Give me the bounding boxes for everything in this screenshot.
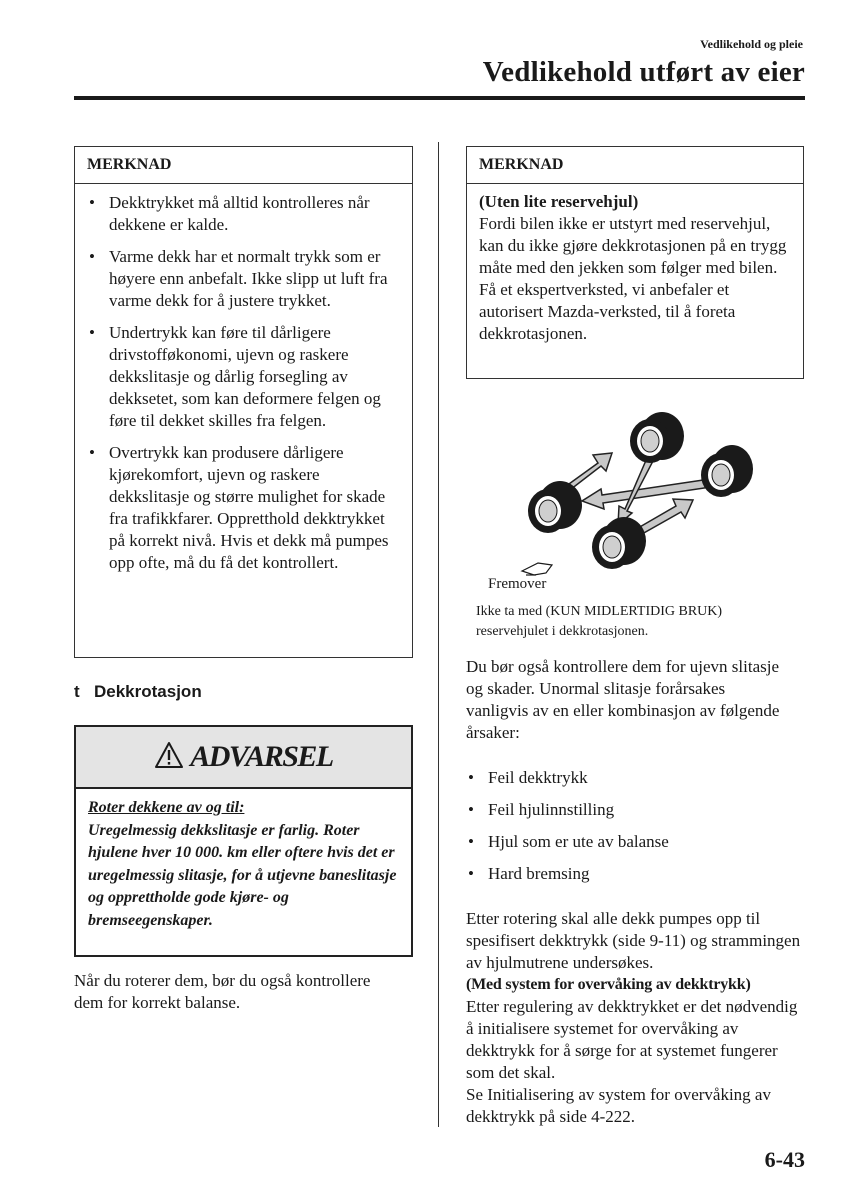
note-label: MERKNAD [75, 147, 412, 184]
page-number: 6-43 [764, 1147, 805, 1172]
list-item-text: Feil hjulinnstilling [488, 800, 615, 819]
note-box-left [74, 146, 413, 658]
list-item-text: Feil dekktrykk [488, 768, 588, 787]
warning-header [76, 727, 411, 789]
diagram-caption: Ikke ta med (KUN MIDLERTIDIG BRUK) reservehjulet i dekkrotasjonen. [476, 604, 723, 639]
warning-text: Uregelmessig dekkslitasje er farlig. Roter hjulene hver 10 000. km eller oftere hvis det er uregelmessig slitasje, for å utjevne baneslitasje og opprettholde gode kjøre- og bremseegenskaper. [88, 821, 397, 929]
warning-box [74, 725, 413, 957]
tpms-reference: Se Initialisering av system for overvåking av dekktrykk på side 4-222. [466, 1085, 771, 1126]
warning-label: ADVARSEL [190, 740, 333, 773]
rotation-arrow-icon [638, 499, 693, 534]
list-item: • Hjul som er ute av balanse [468, 832, 669, 851]
note-text: Fordi bilen ikke er utstyrt med reservehjul, kan du ikke gjøre dekkrotasjonen på en trygg måte med den jekken som følger med bilen. Få et ekspertverksted, vi anbefaler et autorisert Mazda-verksted, til å foreta dekkrotasjonen. [479, 214, 787, 343]
note-box-right [466, 146, 804, 379]
left-paragraph: Når du roterer dem, bør du også kontrollere dem for korrekt balanse. [74, 971, 371, 1012]
list-item: • Feil dekktrykk [468, 768, 588, 787]
list-item: • Feil hjulinnstilling [468, 800, 615, 819]
section-label: Vedlikehold og pleie [700, 37, 803, 51]
list-item-text: Hard bremsing [488, 864, 590, 883]
tire-icon [592, 517, 646, 569]
list-item-text: Overtrykk kan produsere dårligere kjørekomfort, ujevn og raskere dekkslitasje og større mulighet for skade fra trafikkfarer. Oppretthold dekktrykket på korrekt nivå. Hvis et dekk må pumpes opp ofte, må du få det kontrollert. [109, 443, 389, 572]
tpms-text: Etter regulering av dekktrykket er det nødvendig å initialisere systemet for overvåking av dekktrykk for å sørge for at systemet fungerer som det skal. [466, 997, 798, 1082]
tire-icon [701, 445, 753, 497]
tire-rotation-diagram [480, 405, 800, 600]
list-item: • Hard bremsing [468, 864, 590, 883]
note-label: MERKNAD [467, 147, 803, 184]
heading-text: Dekkrotasjon [94, 682, 202, 701]
tpms-heading: (Med system for overvåking av dekktrykk) [466, 976, 751, 993]
rotation-instruction: Etter rotering skal alle dekk pumpes opp til spesifisert dekktrykk (side 9-11) og strammingen av hjulmutrene undersøkes. [466, 909, 801, 972]
list-item-text: Varme dekk har et normalt trykk som er høyere enn anbefalt. Ikke slipp ut luft fra varme dekk for å justere trykket. [109, 247, 388, 310]
causes-list [466, 767, 796, 895]
warning-triangle-icon [154, 741, 184, 774]
column-divider [438, 142, 439, 1127]
list-item: • Overtrykk kan produsere dårligere kjørekomfort, ujevn og raskere dekkslitasje og større mulighet for skade fra trafikkfarer. Oppretthold dekktrykket på korrekt nivå. Hvis et dekk må pumpes opp ofte, må du få det kontrollert. [89, 443, 389, 572]
list-item: • Varme dekk har et normalt trykk som er høyere enn anbefalt. Ikke slipp ut luft fra varme dekk for å justere trykket. [89, 247, 388, 310]
right-paragraph-1: Du bør også kontrollere dem for ujevn slitasje og skader. Unormal slitasje forårsakes vanligvis av en eller kombinasjon av følgende årsaker: [466, 657, 780, 742]
note-subtitle: (Uten lite reservehjul) [479, 192, 639, 211]
right-paragraph-2 [466, 908, 806, 1128]
tire-icon [630, 412, 684, 463]
forward-label: Fremover [488, 576, 547, 592]
heading-marker: t [74, 682, 80, 701]
list-item: • Dekktrykket må alltid kontrolleres når dekkene er kalde. [89, 193, 370, 234]
list-item-text: Undertrykk kan føre til dårligere drivstofføkonomi, ujevn og raskere dekkslitasje og dårlig forsegling av dekksetet, som kan deformere felgen og føre til dekket skilles fra felgen. [109, 323, 381, 430]
section-heading [74, 682, 202, 702]
list-item-text: Dekktrykket må alltid kontrolleres når dekkene er kalde. [109, 193, 370, 234]
tire-icon [528, 481, 582, 533]
list-item: • Undertrykk kan føre til dårligere drivstofføkonomi, ujevn og raskere dekkslitasje og dårlig forsegling av dekksetet, som kan deformere felgen og føre til dekket skilles fra felgen. [89, 323, 381, 430]
list-item-text: Hjul som er ute av balanse [488, 832, 669, 851]
header-rule [74, 96, 805, 100]
page-title: Vedlikehold utført av eier [482, 56, 805, 88]
warning-lead: Roter dekkene av og til: [88, 799, 245, 816]
note-list [87, 192, 400, 574]
